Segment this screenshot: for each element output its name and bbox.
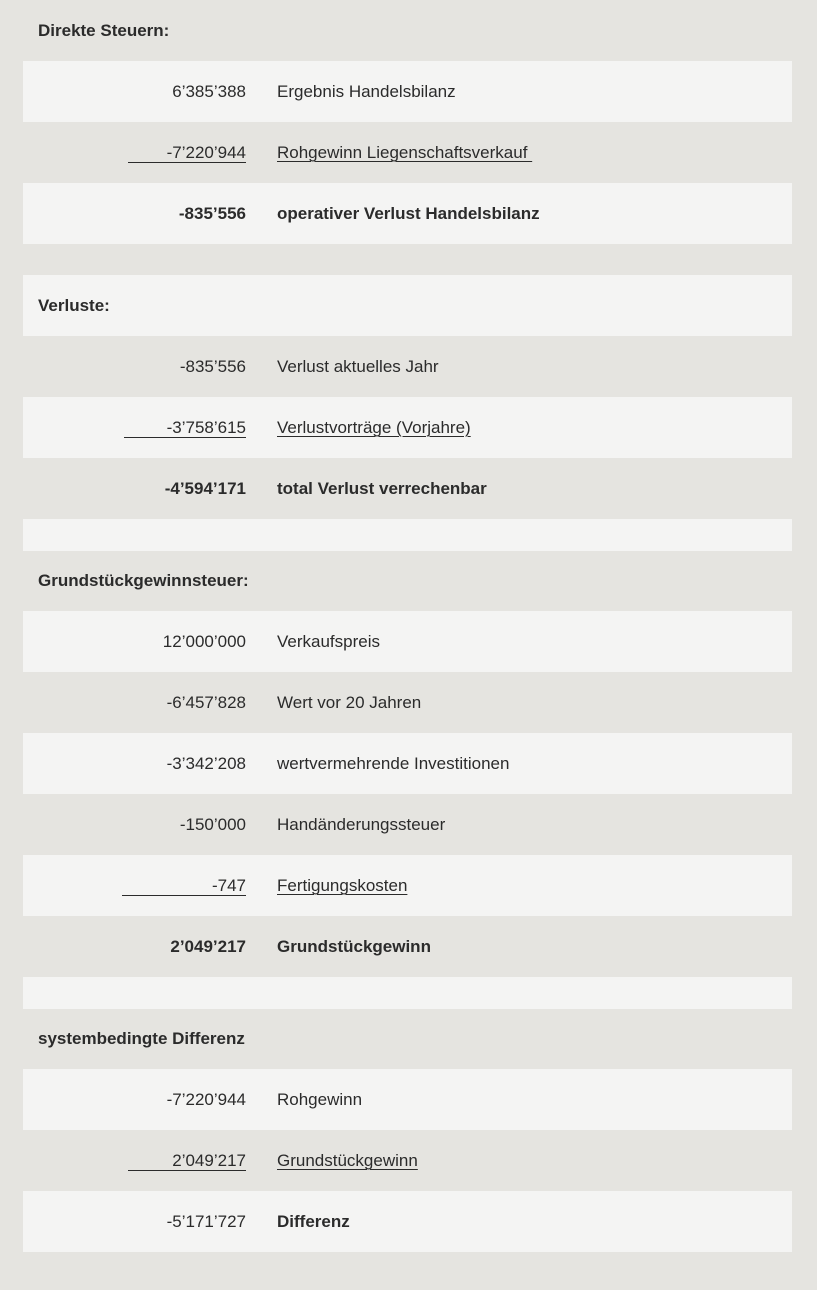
row-value-total: 2’049’217: [170, 937, 246, 956]
row-label: Rohgewinn: [277, 1090, 363, 1109]
row-value-total: -835’556: [178, 204, 246, 223]
section-heading-row: [23, 275, 792, 336]
section-heading-direkte-steuern: Direkte Steuern:: [38, 21, 170, 40]
table-row: [23, 61, 792, 122]
section-heading-systembedingte-differenz: systembedingte Differenz: [38, 1029, 245, 1048]
row-value-underlined: [128, 1130, 246, 1191]
row-value: -7’220’944: [166, 1090, 246, 1109]
row-label-total: total Verlust verrechenbar: [277, 479, 487, 498]
table-row: [23, 672, 792, 733]
table-row-total: [23, 916, 792, 977]
row-value-underlined: [122, 855, 246, 916]
row-value-underlined: [124, 397, 246, 458]
row-label: wertvermehrende Investitionen: [277, 754, 510, 773]
row-label: Handänderungssteuer: [277, 815, 446, 834]
row-label-underlined: Grundstückgewinn: [277, 1151, 418, 1170]
row-label: Wert vor 20 Jahren: [277, 693, 422, 712]
row-value: -3’342’208: [166, 754, 246, 773]
row-value: -6’457’828: [166, 693, 246, 712]
row-label: Verkaufspreis: [277, 632, 380, 651]
underlined-value: -747: [122, 877, 246, 896]
underlined-value: 2’049’217: [128, 1152, 246, 1171]
section-heading-grundstueckgewinnsteuer: Grundstückgewinnsteuer:: [38, 571, 249, 590]
table-row: [23, 122, 792, 183]
section-heading-row: [23, 550, 792, 611]
row-label: Ergebnis Handelsbilanz: [277, 82, 456, 101]
row-value: -5’171’727: [166, 1212, 246, 1231]
table-row: [23, 611, 792, 672]
table-row: [23, 1069, 792, 1130]
row-label-underlined: Verlustvorträge (Vorjahre): [277, 418, 471, 437]
table-row: [23, 1130, 792, 1191]
spacer-row: [23, 519, 792, 551]
row-label-total: Grundstückgewinn: [277, 937, 431, 956]
row-value-total: -4’594’171: [164, 479, 246, 498]
underlined-value: -7’220’944: [128, 144, 246, 163]
row-value: -150’000: [179, 815, 246, 834]
table-row-total: [23, 458, 792, 519]
row-label-total: operativer Verlust Handelsbilanz: [277, 204, 540, 223]
row-value: -835’556: [179, 357, 246, 376]
row-label-total: Differenz: [277, 1212, 350, 1231]
table-row: [23, 1191, 792, 1252]
spacer-row: [23, 977, 792, 1009]
table-row-total: [23, 183, 792, 244]
table-row: [23, 733, 792, 794]
underlined-value: -3’758’615: [124, 419, 246, 438]
row-label-underlined: Rohgewinn Liegenschaftsverkauf: [277, 143, 533, 162]
section-heading-row: [23, 0, 792, 61]
row-value-underlined: [128, 122, 246, 183]
table-row: [23, 397, 792, 458]
row-label-underlined: Fertigungskosten: [277, 876, 408, 895]
table-row: [23, 855, 792, 916]
table-row: [23, 336, 792, 397]
row-value: 12’000’000: [162, 632, 246, 651]
section-heading-verluste: Verluste:: [38, 296, 110, 315]
table-row: [23, 794, 792, 855]
row-value: 6’385’388: [172, 82, 246, 101]
section-heading-row: [23, 1008, 792, 1069]
row-label: Verlust aktuelles Jahr: [277, 357, 439, 376]
